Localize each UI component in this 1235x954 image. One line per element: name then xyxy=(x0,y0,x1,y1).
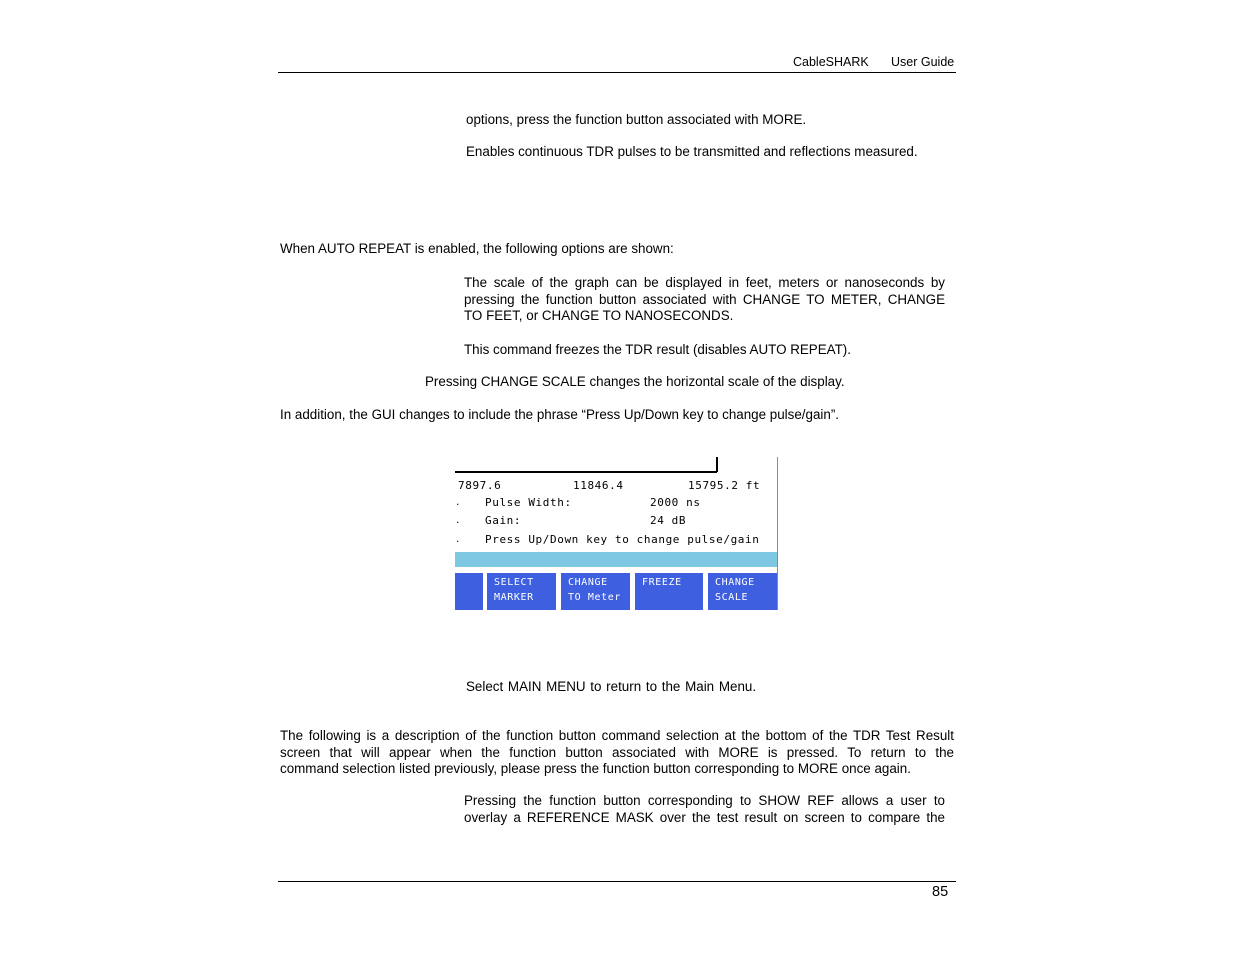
paragraph-auto-repeat-enabled: When AUTO REPEAT is enabled, the following options are shown: xyxy=(280,241,674,256)
row-marker: . xyxy=(455,498,461,508)
paragraph-auto-repeat-desc: Enables continuous TDR pulses to be transmitted and reflections measured. xyxy=(466,144,918,159)
paragraph-more-options: options, press the function button associated with MORE. xyxy=(466,112,807,127)
graph-cursor-tick xyxy=(716,457,718,472)
status-bar xyxy=(455,552,777,567)
header-rule xyxy=(278,72,956,73)
scale-mid-value: 11846.4 xyxy=(573,479,624,492)
paragraph-scale-options xyxy=(464,275,945,325)
button-label-line1: SELECT xyxy=(494,577,534,588)
row-marker: . xyxy=(455,535,461,545)
button-label-line2: MARKER xyxy=(494,591,534,603)
text-line: screen that will appear when the function button associated with MORE is pressed. To return to the xyxy=(280,744,954,760)
paragraph-change-scale: Pressing CHANGE SCALE changes the horizontal scale of the display. xyxy=(425,374,845,389)
gain-value: 24 dB xyxy=(650,514,687,527)
text-line: Pressing the function button corresponding to SHOW REF allows a user to xyxy=(464,793,945,808)
paragraph-gui-phrase: In addition, the GUI changes to include the phrase “Press Up/Down key to change pulse/gain”. xyxy=(280,407,840,422)
pulse-width-value: 2000 ns xyxy=(650,496,701,509)
text-line: pressing the function button associated with CHANGE TO METER, CHANGE xyxy=(464,291,945,307)
pulse-gain-hint: Press Up/Down key to change pulse/gain xyxy=(485,533,760,546)
select-marker-button[interactable] xyxy=(487,573,556,610)
graph-baseline xyxy=(455,471,717,473)
paragraph-show-ref xyxy=(464,793,945,826)
button-label-line1: FREEZE xyxy=(642,577,682,588)
change-to-meter-button[interactable] xyxy=(561,573,630,610)
header-product: CableSHARK xyxy=(793,55,869,69)
scale-left-value: 7897.6 xyxy=(458,479,502,492)
paragraph-freeze: This command freezes the TDR result (disables AUTO REPEAT). xyxy=(464,342,851,357)
footer-rule xyxy=(278,881,956,882)
header-guide: User Guide xyxy=(891,55,955,69)
pulse-width-label: Pulse Width: xyxy=(485,496,572,509)
gain-label: Gain: xyxy=(485,514,522,527)
screen-border xyxy=(777,457,778,610)
change-scale-button[interactable] xyxy=(708,573,777,610)
text-line: The scale of the graph can be displayed in feet, meters or nanoseconds by xyxy=(464,275,945,290)
freeze-button[interactable] xyxy=(635,573,703,610)
page-number: 85 xyxy=(932,884,949,900)
text-line: The following is a description of the function button command selection at the bottom of the TDR Test Result xyxy=(280,728,954,743)
button-label-line1: CHANGE xyxy=(568,577,608,588)
button-label-line2: SCALE xyxy=(715,591,749,603)
tdr-screen-figure xyxy=(455,457,778,610)
text-line: command selection listed previously, please press the function button corresponding to MORE once again. xyxy=(280,761,911,776)
text-line: TO FEET, or CHANGE TO NANOSECONDS. xyxy=(464,308,734,323)
text-line: overlay a REFERENCE MASK over the test result on screen to compare the xyxy=(464,809,945,825)
scale-right-value: 15795.2 ft xyxy=(688,479,761,492)
button-label-line1: CHANGE xyxy=(715,577,755,588)
function-button-blank[interactable] xyxy=(455,573,483,610)
button-label-line2: TO Meter xyxy=(568,591,621,603)
paragraph-more-description xyxy=(280,728,954,778)
row-marker: . xyxy=(455,516,461,526)
paragraph-main-menu: Select MAIN MENU to return to the Main Menu. xyxy=(466,679,757,694)
